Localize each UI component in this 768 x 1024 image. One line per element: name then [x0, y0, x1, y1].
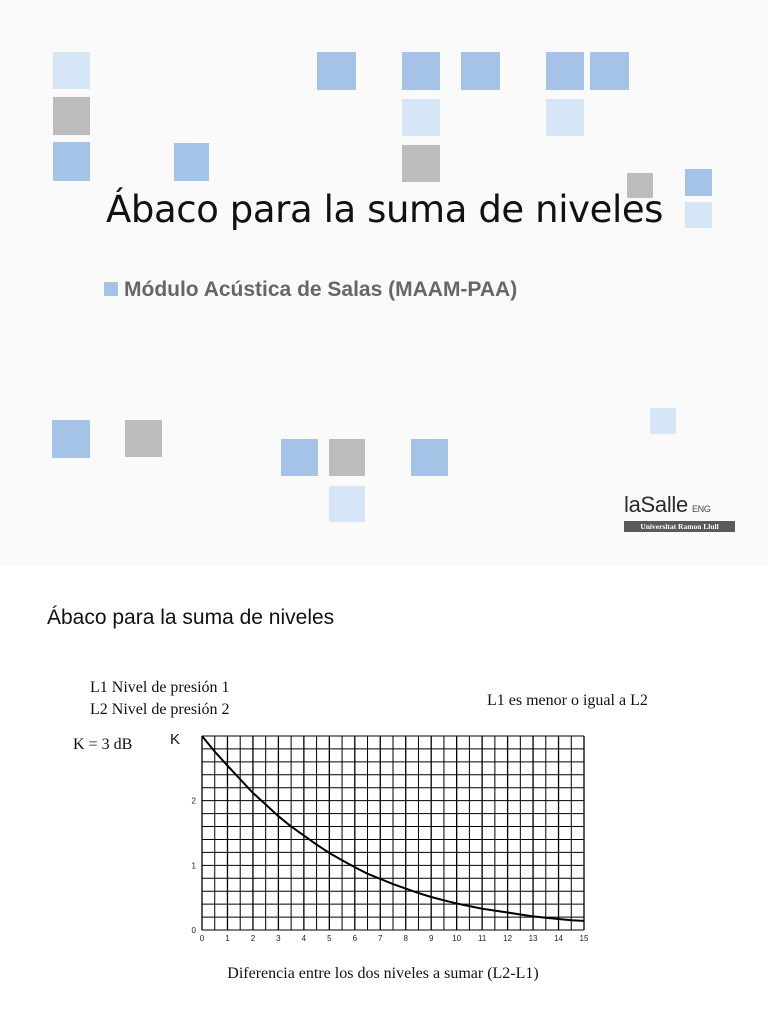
- decor-square: [281, 439, 318, 476]
- x-tick-label: 3: [276, 934, 281, 943]
- condition-note: L1 es menor o igual a L2: [487, 692, 648, 709]
- decor-square: [174, 143, 209, 181]
- decor-square: [546, 52, 584, 90]
- x-tick-label: 14: [554, 934, 563, 943]
- logo-la: la: [624, 492, 641, 517]
- decor-square: [402, 52, 440, 90]
- legend-l2: L2 Nivel de presión 2: [90, 701, 230, 718]
- decor-square: [329, 486, 365, 522]
- x-tick-label: 4: [301, 934, 307, 943]
- decor-square: [52, 420, 90, 458]
- abacus-slide: [0, 578, 768, 1024]
- x-tick-label: 12: [503, 934, 513, 943]
- x-tick-label: 6: [352, 934, 358, 943]
- x-tick-label: 10: [452, 934, 462, 943]
- decor-square: [53, 142, 90, 181]
- k-note: K = 3 dB: [73, 736, 133, 753]
- decor-square: [402, 99, 440, 136]
- decor-square: [411, 439, 448, 476]
- x-tick-label: 0: [199, 934, 205, 943]
- chart-ticks: [192, 797, 589, 943]
- subtitle-text: Módulo Acústica de Salas (MAAM-PAA): [124, 278, 518, 301]
- slide-title: Ábaco para la suma de niveles: [47, 606, 335, 629]
- decor-square: [125, 420, 162, 457]
- decor-square: [317, 52, 356, 90]
- x-tick-label: 2: [250, 934, 256, 943]
- logo-salle: Salle: [640, 492, 688, 517]
- y-tick-label: 2: [191, 796, 196, 806]
- decor-square: [650, 408, 676, 434]
- x-tick-label: 9: [428, 934, 434, 943]
- decor-square: [402, 145, 440, 182]
- logo-wordmark: [624, 492, 711, 518]
- logo-tag: ENG: [691, 504, 711, 514]
- chart-grid: [202, 736, 584, 930]
- slide-subtitle: [104, 278, 517, 302]
- x-axis-label: Diferencia entre los dos niveles a sumar (L2-L1): [227, 965, 539, 982]
- y-axis-label: K: [170, 731, 181, 748]
- y-tick-label: 1: [191, 861, 196, 871]
- decor-square: [329, 439, 365, 476]
- slide-title: Ábaco para la suma de niveles: [106, 188, 664, 231]
- x-tick-label: 11: [477, 934, 487, 943]
- x-tick-label: 13: [528, 934, 538, 943]
- lasalle-logo: [624, 492, 736, 534]
- y-tick-label: 0: [191, 926, 196, 935]
- x-tick-label: 15: [579, 934, 589, 943]
- abacus-chart: [150, 726, 620, 994]
- x-tick-label: 8: [403, 934, 408, 943]
- decor-square: [53, 97, 90, 135]
- x-tick-label: 5: [327, 934, 332, 943]
- bullet-square-icon: [104, 282, 118, 296]
- decor-square: [546, 99, 584, 136]
- decor-square: [461, 52, 500, 90]
- decor-square: [53, 52, 90, 89]
- x-tick-label: 1: [225, 934, 230, 943]
- logo-university-bar: Universitat Ramon Llull: [624, 521, 735, 532]
- x-tick-label: 7: [378, 934, 383, 943]
- legend-l1: L1 Nivel de presión 1: [90, 679, 230, 696]
- decor-square: [590, 52, 629, 90]
